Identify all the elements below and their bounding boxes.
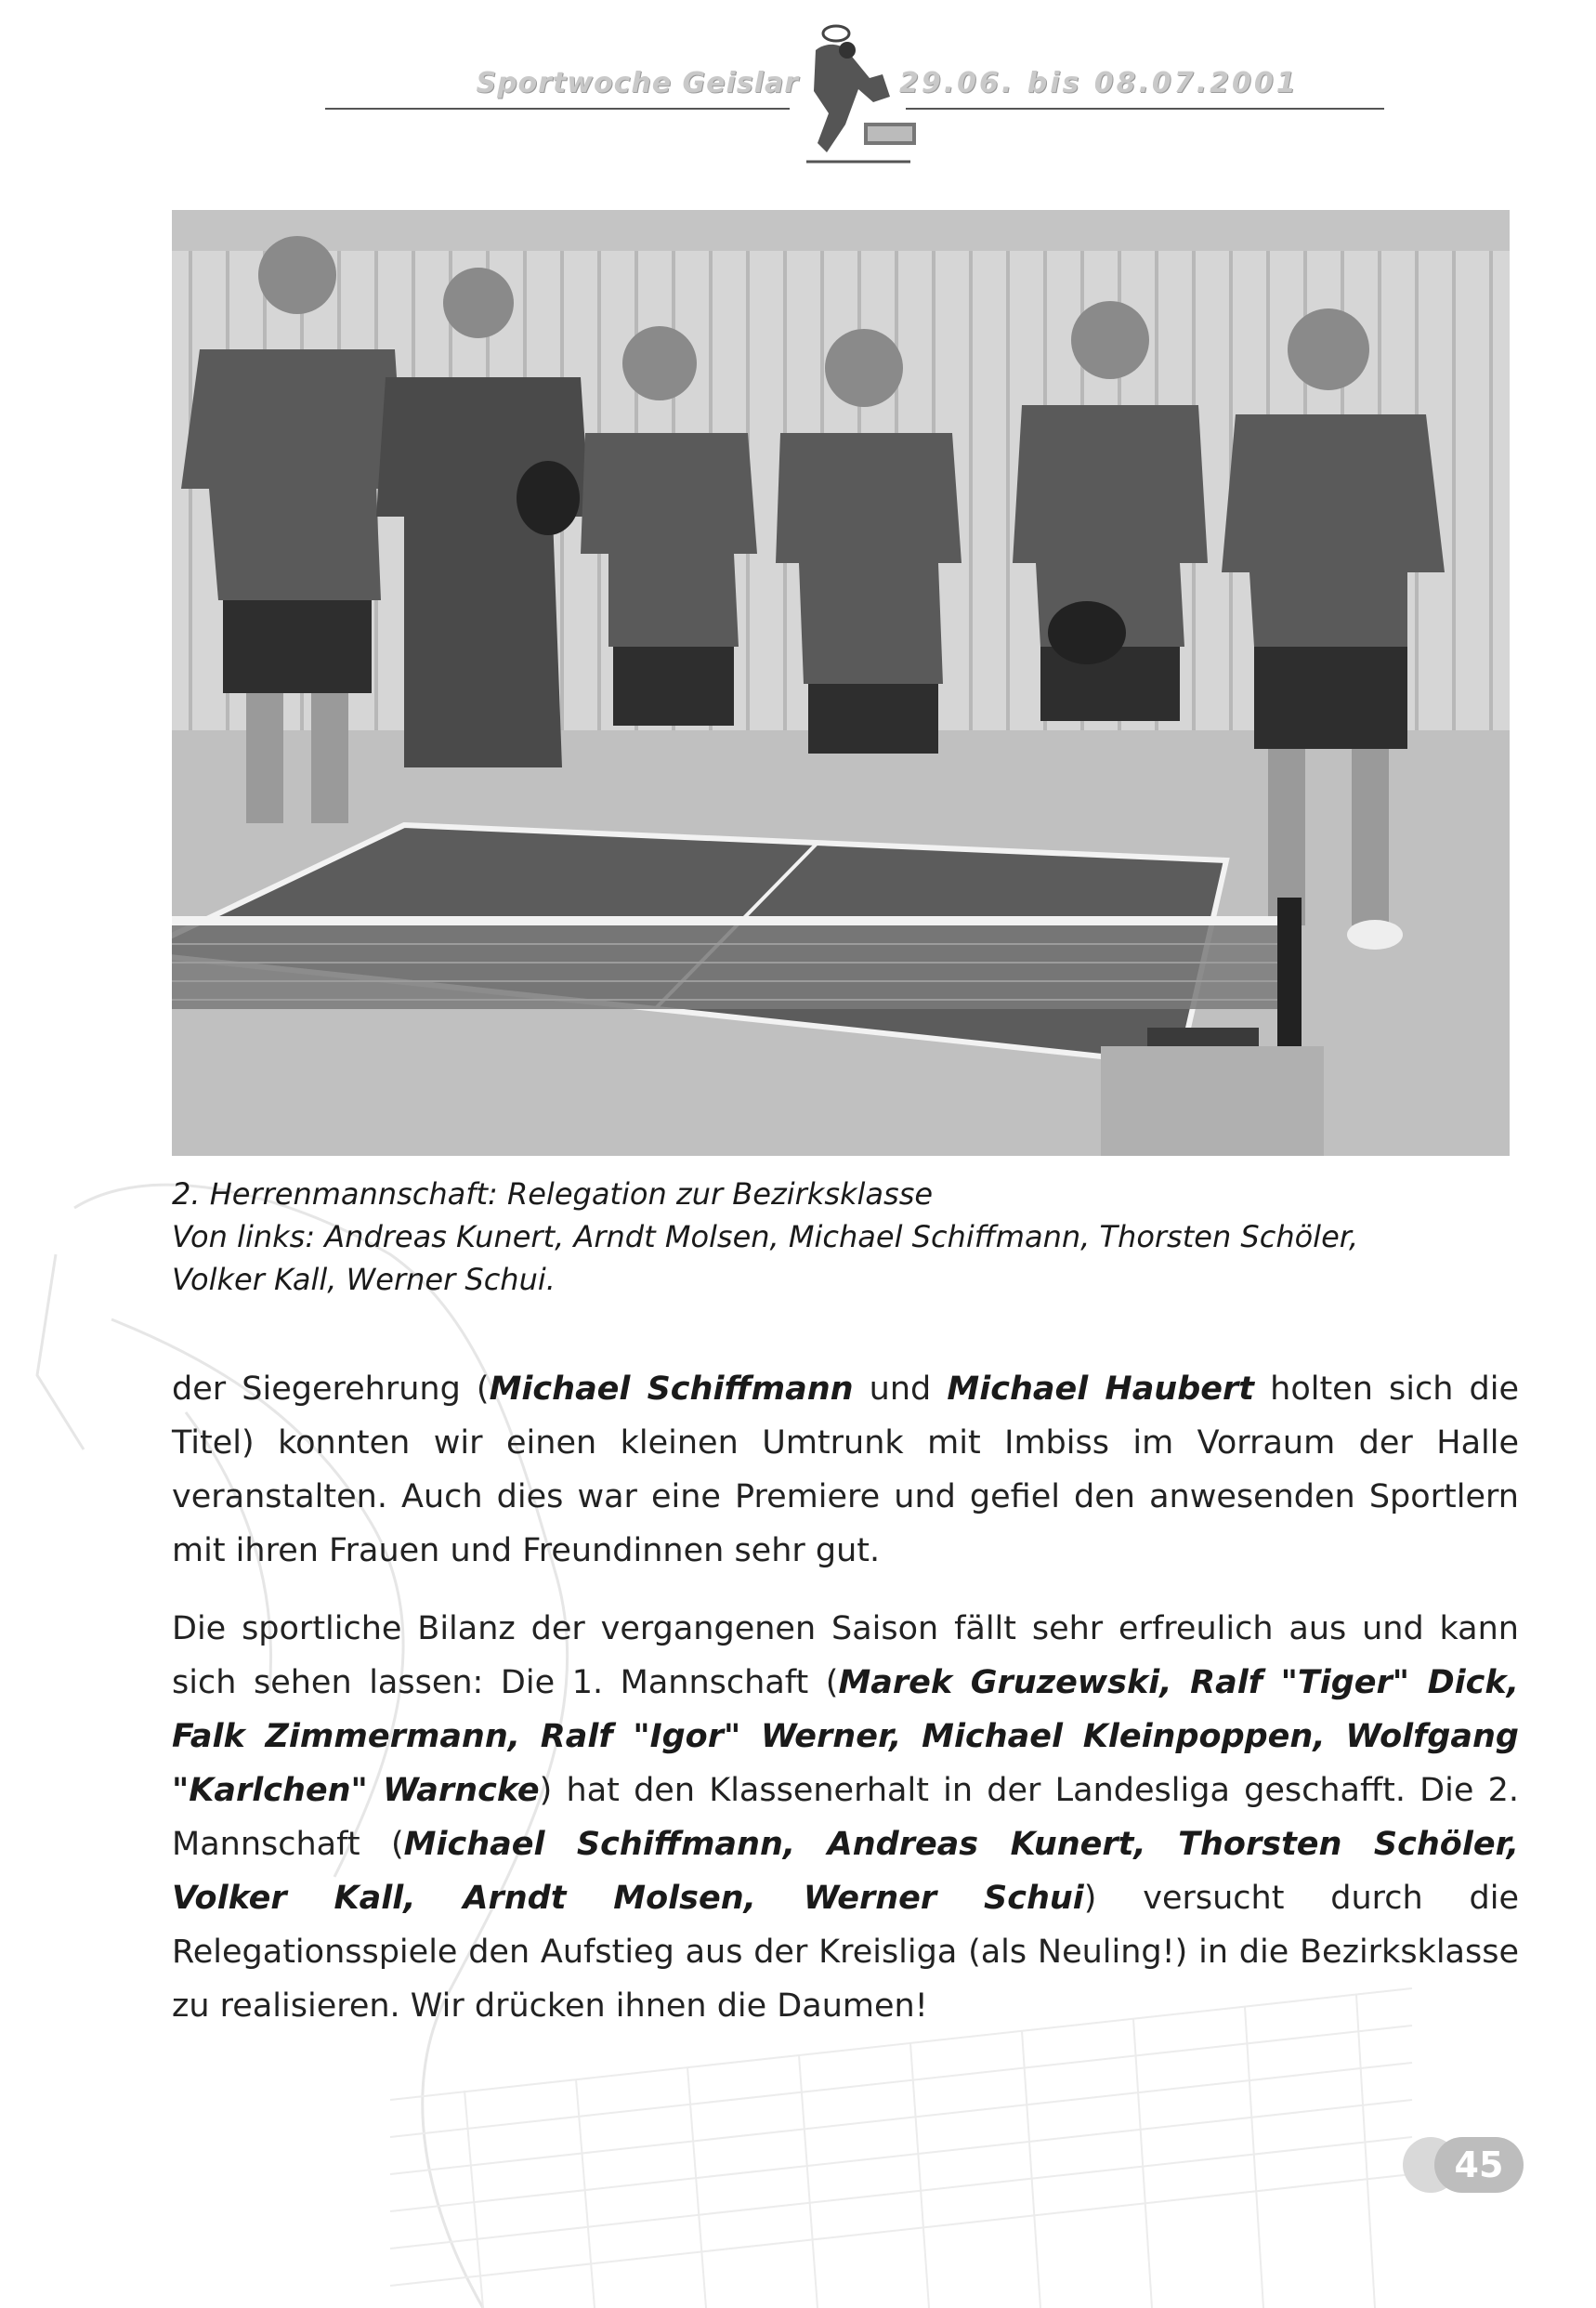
paragraph [172,1362,1519,1578]
text-run: der Siegerehrung ( [172,1370,490,1408]
page-number-badge [1403,2137,1524,2193]
header-event-dates: 29.06. bis 08.07.2001 [899,67,1299,99]
name-highlight: Michael Haubert [947,1370,1255,1408]
photo-caption [172,1173,1510,1301]
page-number: 45 [1454,2144,1504,2185]
caption-names-line: Volker Kall, Werner Schui. [172,1262,556,1297]
caption-names-line: Von links: Andreas Kunert, Arndt Molsen, Michael Schiffmann, Thorsten Schöler, [172,1219,1359,1254]
text-run: und [853,1370,948,1408]
header-event-title: Sportwoche Geislar [476,67,799,99]
table-tennis-player-icon [780,13,920,171]
text-run: ) versucht durch die Relegationsspiele den Aufstieg aus der Kreisliga (als Neuling!) in die Bezirksklasse zu realisieren. Wir drücken ihnen die Daumen! [172,1880,1519,2025]
name-highlight: Michael Schiffmann, Andreas Kunert, Thorsten Schöler, Volker Kall, Arndt Molsen, Werner Schui [172,1826,1519,1917]
text-run: holten sich die Titel) konnten wir einen kleinen Umtrunk mit Imbiss im Vorraum der Halle veranstalten. Auch dies war eine Premiere und gefiel den anwesenden Sportlern mit ihren Frauen und Freundinnen sehr gut. [172,1370,1519,1569]
page-header [0,0,1596,186]
header-rule-left [325,108,790,110]
text-run: Die sportliche Bilanz der vergangenen Saison fällt sehr erfreulich aus und kann sich sehen lassen: Die 1. Mannschaft ( [172,1610,1519,1701]
text-run: ) hat den Klassenerhalt in der Landesliga geschafft. Die 2. Mannschaft ( [172,1772,1519,1863]
caption-title: 2. Herrenmannschaft: Relegation zur Bezirksklasse [172,1176,934,1212]
name-highlight: Marek Gruzewski, Ralf "Tiger" Dick, Falk Zimmermann, Ralf "Igor" Werner, Michael Kleinpoppen, Wolfgang "Karlchen" Warncke [172,1664,1519,1809]
team-photo [172,210,1510,1156]
article-body [172,1362,1519,2057]
paragraph [172,1602,1519,2033]
header-rule-right [906,108,1384,110]
name-highlight: Michael Schiffmann [489,1370,854,1408]
